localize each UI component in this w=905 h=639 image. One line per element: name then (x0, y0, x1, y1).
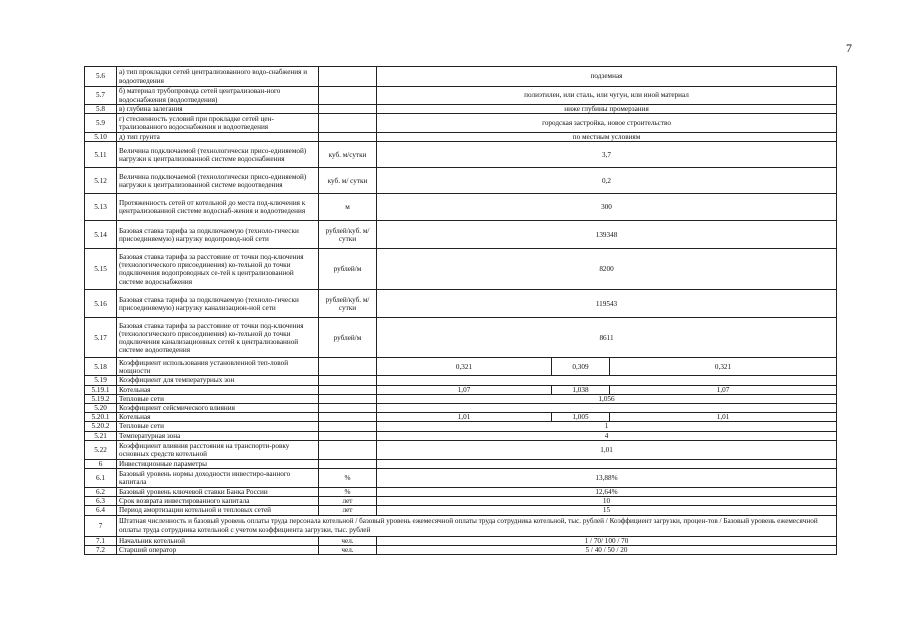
row-description: Коэффициент использования установленной теп-ловой мощности (117, 358, 319, 376)
row-description: Коэффициент сейсмического влияния (117, 404, 319, 413)
row-value: 300 (377, 194, 837, 221)
row-description: Величина подключаемой (технологически присо-единяемой) нагрузки к централизованной системе водоснабжения (117, 142, 319, 168)
table-row (85, 194, 837, 221)
row-unit (319, 376, 377, 385)
row-description: Коэффициент для температурных зон (117, 376, 319, 385)
table-row (85, 168, 837, 194)
row-number: 5.9 (85, 114, 117, 133)
table-row (85, 142, 837, 168)
row-unit: чел. (319, 545, 377, 554)
row-unit (319, 133, 377, 142)
row-value: 0,321 (610, 358, 837, 376)
row-number: 5.19.2 (85, 394, 117, 403)
row-value: 4 (377, 431, 837, 440)
table-row (85, 413, 837, 422)
row-number: 5.19.1 (85, 385, 117, 394)
table-row (85, 358, 837, 376)
row-value: 8611 (377, 318, 837, 358)
row-unit (319, 404, 377, 413)
row-number: 5.17 (85, 318, 117, 358)
row-unit: лет (319, 497, 377, 506)
row-value: 15 (377, 506, 837, 515)
row-value: полиэтилен, или сталь, или чугун, или иной материал (377, 87, 837, 105)
row-unit: лет (319, 506, 377, 515)
row-value: 0,309 (552, 358, 610, 376)
row-description: Величина подключаемой (технологически присо-единяемой) нагрузки к централизованной системе водоотведения (117, 168, 319, 194)
row-description: Старший оператор (117, 545, 319, 554)
row-unit (319, 459, 377, 468)
row-unit (319, 105, 377, 114)
row-description: в) глубина залегания (117, 105, 319, 114)
row-description: Начальник котельной (117, 536, 319, 545)
table-row (85, 290, 837, 318)
row-number: 5.12 (85, 168, 117, 194)
row-number: 5.18 (85, 358, 117, 376)
table-row (85, 376, 837, 385)
row-unit: куб. м/ сутки (319, 168, 377, 194)
row-unit: рублей/м (319, 318, 377, 358)
row-description: д) тип грунта (117, 133, 319, 142)
table-row (85, 385, 837, 394)
row-value: 12,64% (377, 488, 837, 497)
row-number: 5.10 (85, 133, 117, 142)
row-unit (319, 422, 377, 431)
row-unit: рублей/куб. м/сутки (319, 290, 377, 318)
row-number: 5.21 (85, 431, 117, 440)
row-description: Тепловые сети (117, 394, 319, 403)
row-value: 1,056 (377, 394, 837, 403)
row-number: 5.20.2 (85, 422, 117, 431)
row-number: 6 (85, 459, 117, 468)
table-row (85, 114, 837, 133)
table-row (85, 459, 837, 468)
row-value-empty (377, 459, 837, 468)
row-value: 1,01 (377, 413, 552, 422)
row-description: Инвестиционные параметры (117, 459, 319, 468)
row-description: Штатная численность и базовый уровень оплаты труда персонала котельной / базовый уровень ежемесячной оплаты труда сотрудника котельной, тыс. рублей / Коэффициент загрузки, процен-тов / Базовый уровень ежемесячной оплаты труда сотрудника котельной с учетом коэффициента загрузки, тыс. рублей (117, 515, 837, 536)
row-value: 1,005 (552, 413, 610, 422)
row-number: 6.4 (85, 506, 117, 515)
row-value: 1 / 70/ 100 / 70 (377, 536, 837, 545)
row-number: 5.14 (85, 221, 117, 249)
row-unit: рублей/м (319, 249, 377, 290)
row-unit: % (319, 488, 377, 497)
page-number: 7 (846, 41, 852, 55)
table-row (85, 133, 837, 142)
table-row (85, 506, 837, 515)
row-unit: куб. м/сутки (319, 142, 377, 168)
row-description: а) тип прокладки сетей централизованного водо-снабжения и водоотведения (117, 67, 319, 87)
row-value-empty (377, 376, 837, 385)
row-number: 7 (85, 515, 117, 536)
row-unit: м (319, 194, 377, 221)
row-value: городская застройка, новое строительство (377, 114, 837, 133)
row-value: по местным условиям (377, 133, 837, 142)
table-row (85, 545, 837, 554)
row-value: 1 (377, 422, 837, 431)
row-value: подземная (377, 67, 837, 87)
row-description: Котельная (117, 385, 319, 394)
row-number: 6.2 (85, 488, 117, 497)
row-unit (319, 440, 377, 459)
table-row (85, 249, 837, 290)
row-description: Протяженность сетей от котельной до места под-ключения к централизованной системе водоснаб-жения и водоотведения (117, 194, 319, 221)
row-unit (319, 114, 377, 133)
row-unit: % (319, 469, 377, 488)
table-row (85, 87, 837, 105)
table-row (85, 536, 837, 545)
row-description: Базовая ставка тарифа за расстояние от точки под-ключения (технологического присоединения) ко-тельной до точки подключения канализационных сетей к централизованной системе водоотведения (117, 318, 319, 358)
row-description: Котельная (117, 413, 319, 422)
row-unit: чел. (319, 536, 377, 545)
table-row (85, 221, 837, 249)
parameters-table (84, 66, 837, 555)
table-row (85, 469, 837, 488)
table-row (85, 67, 837, 87)
row-value: 1,07 (610, 385, 837, 394)
row-number: 5.15 (85, 249, 117, 290)
table-row (85, 394, 837, 403)
row-value: 3,7 (377, 142, 837, 168)
row-number: 5.7 (85, 87, 117, 105)
row-unit (319, 87, 377, 105)
row-number: 5.20 (85, 404, 117, 413)
row-value: 0,321 (377, 358, 552, 376)
row-value: 119543 (377, 290, 837, 318)
row-description: г) стесненность условий при прокладке сетей цен-трализованного водоснабжения и водоотведения (117, 114, 319, 133)
row-unit (319, 431, 377, 440)
table-row (85, 404, 837, 413)
row-number: 5.13 (85, 194, 117, 221)
row-value: ниже глубины промерзания (377, 105, 837, 114)
table-row (85, 488, 837, 497)
table-row (85, 440, 837, 459)
row-number: 5.22 (85, 440, 117, 459)
row-description: б) материал трубопровода сетей централизован-ного водоснабжения (водоотведения) (117, 87, 319, 105)
row-unit: рублей/куб. м/сутки (319, 221, 377, 249)
row-unit (319, 385, 377, 394)
row-value: 1,01 (377, 440, 837, 459)
row-description: Коэффициент влияния расстояния на транспорти-ровку основных средств котельной (117, 440, 319, 459)
row-value: 13,88% (377, 469, 837, 488)
row-value-empty (377, 404, 837, 413)
row-number: 5.16 (85, 290, 117, 318)
table-row (85, 497, 837, 506)
row-description: Базовая ставка тарифа за подключаемую (техноло-гически присоединяемую) нагрузку канализацион-ной сети (117, 290, 319, 318)
row-value: 5 / 40 / 50 / 20 (377, 545, 837, 554)
row-description: Базовый уровень нормы доходности инвестиро-ванного капитала (117, 469, 319, 488)
row-description: Базовая ставка тарифа за подключаемую (техноло-гически присоединяемую) нагрузку водопровод-ной сети (117, 221, 319, 249)
row-value: 8200 (377, 249, 837, 290)
row-number: 5.11 (85, 142, 117, 168)
row-value: 10 (377, 497, 837, 506)
row-description: Период амортизации котельной и тепловых сетей (117, 506, 319, 515)
row-unit (319, 413, 377, 422)
row-unit (319, 358, 377, 376)
row-number: 5.8 (85, 105, 117, 114)
row-value: 1,038 (552, 385, 610, 394)
row-description: Тепловые сети (117, 422, 319, 431)
row-number: 5.6 (85, 67, 117, 87)
row-number: 6.3 (85, 497, 117, 506)
table-row (85, 318, 837, 358)
row-value: 139348 (377, 221, 837, 249)
row-unit (319, 394, 377, 403)
table-row (85, 515, 837, 536)
row-number: 6.1 (85, 469, 117, 488)
row-value: 1,01 (610, 413, 837, 422)
table-row (85, 105, 837, 114)
row-description: Базовая ставка тарифа за расстояние от точки под-ключения (технологического присоединения) ко-тельной до точки подключения водопроводных се-тей к централизованной системе водоснабжения (117, 249, 319, 290)
row-description: Срок возврата инвестированного капитала (117, 497, 319, 506)
row-unit (319, 67, 377, 87)
row-description: Базовый уровень ключевой ставки Банка России (117, 488, 319, 497)
row-number: 5.20.1 (85, 413, 117, 422)
table-row (85, 431, 837, 440)
table-row (85, 422, 837, 431)
row-value: 0,2 (377, 168, 837, 194)
row-number: 5.19 (85, 376, 117, 385)
row-description: Температурная зона (117, 431, 319, 440)
row-number: 7.1 (85, 536, 117, 545)
row-number: 7.2 (85, 545, 117, 554)
row-value: 1,07 (377, 385, 552, 394)
